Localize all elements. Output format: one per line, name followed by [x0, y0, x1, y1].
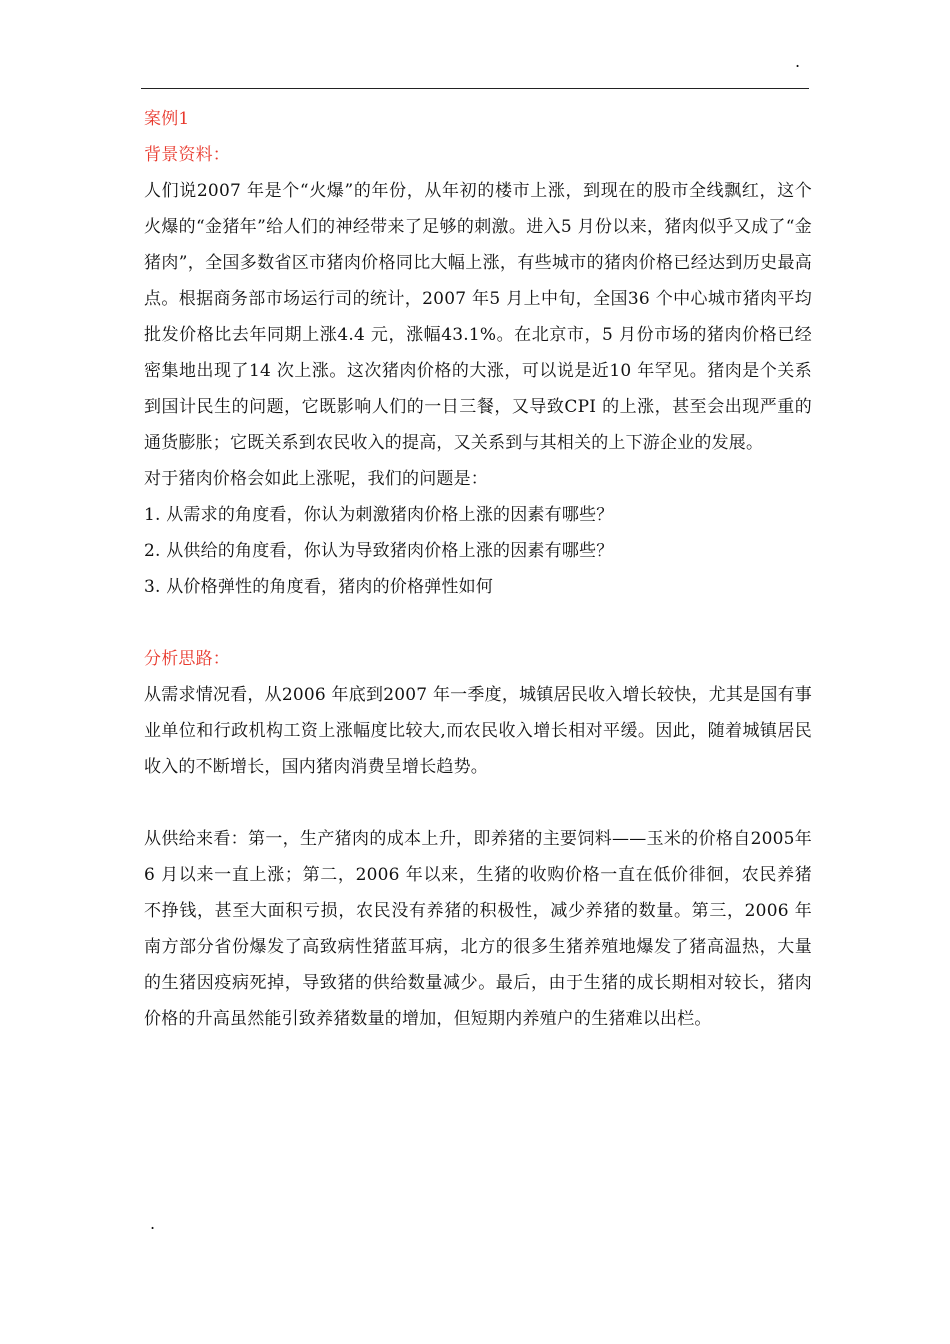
question-item-2: 2. 从供给的角度看，你认为导致猪肉价格上涨的因素有哪些？ — [144, 541, 614, 561]
analysis-demand-paragraph: 从需求情况看，从2006 年底到2007 年一季度，城镇居民收入增长较快，尤其是国有事业单位和行政机构工资上涨幅度比较大,而农民收入增长相对平缓。因此，随着城镇居民收入的不断增长，国内猪肉消费呈增长趋势。 — [144, 685, 812, 777]
spacer — [144, 785, 812, 821]
analysis-heading: 分析思路： — [144, 649, 230, 669]
question-intro: 对于猪肉价格会如此上涨呢，我们的问题是： — [144, 469, 488, 489]
case-title: 案例1 — [144, 109, 190, 129]
question-item-1: 1. 从需求的角度看，你认为刺激猪肉价格上涨的因素有哪些？ — [144, 505, 614, 525]
document-body — [144, 101, 812, 1037]
analysis-supply-paragraph: 从供给来看：第一，生产猪肉的成本上升，即养猪的主要饲料——玉米的价格自2005年6 月以来一直上涨；第二，2006 年以来，生猪的收购价格一直在低价徘徊，农民养猪不挣钱，甚至大面积亏损，农民没有养猪的积极性，减少养猪的数量。第三，2006 年南方部分省份爆发了高致病性猪蓝耳病，北方的很多生猪养殖地爆发了猪高温热，大量的生猪因疫病死掉，导致猪的供给数量减少。最后，由于生猪的成长期相对较长，猪肉价格的升高虽然能引致养猪数量的增加，但短期内养殖户的生猪难以出栏。 — [144, 829, 812, 1029]
footer-mark: . — [150, 1214, 156, 1233]
background-heading: 背景资料： — [144, 145, 230, 165]
header-rule — [141, 88, 809, 89]
question-item-3: 3. 从价格弹性的角度看，猪肉的价格弹性如何 — [144, 577, 494, 597]
background-paragraph: 人们说2007 年是个“火爆”的年份，从年初的楼市上涨，到现在的股市全线飘红，这个火爆的“金猪年”给人们的神经带来了足够的刺激。进入5 月份以来，猪肉似乎又成了“金猪肉”，全国多数省区市猪肉价格同比大幅上涨，有些城市的猪肉价格已经达到历史最高点。根据商务部市场运行司的统计，2007 年5 月上中旬，全国36 个中心城市猪肉平均批发价格比去年同期上涨4.4 元，涨幅43.1%。在北京市，5 月份市场的猪肉价格已经密集地出现了14 次上涨。这次猪肉价格的大涨，可以说是近10 年罕见。猪肉是个关系到国计民生的问题，它既影响人们的一日三餐，又导致CPI 的上涨，甚至会出现严重的通货膨胀；它既关系到农民收入的提高，又关系到与其相关的上下游企业的发展。 — [144, 181, 812, 453]
spacer — [144, 605, 812, 641]
header-mark: . — [795, 52, 801, 71]
